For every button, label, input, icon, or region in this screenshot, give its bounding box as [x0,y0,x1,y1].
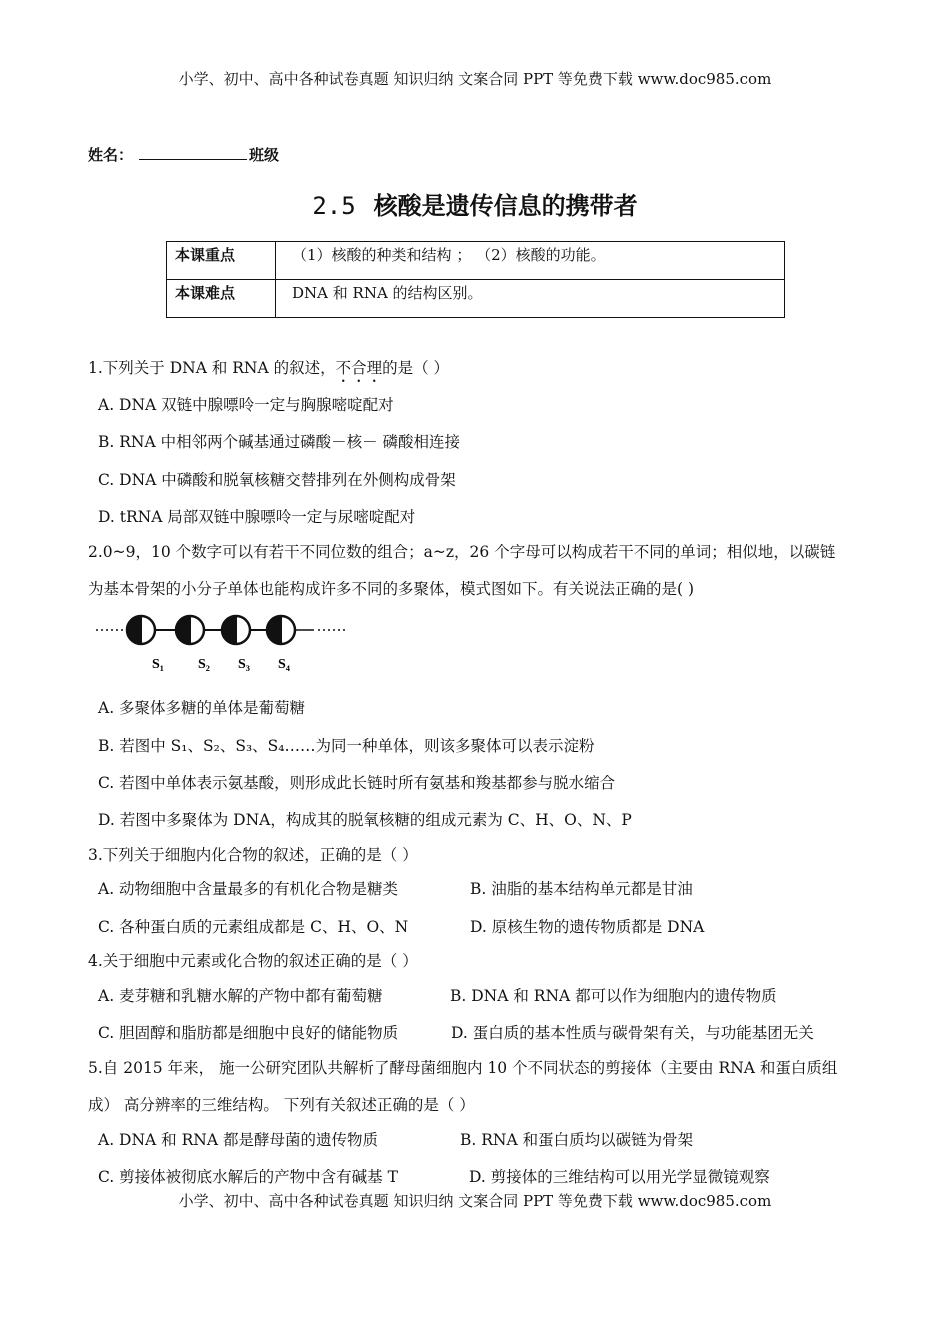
question-3-stem: 3.下列关于细胞内化合物的叙述，正确的是（ ） [88,846,418,864]
q1-emphasis: 不合理 [335,359,383,377]
monomer-s4 [267,616,295,644]
q4-option-a[interactable]: A. 麦芽糖和乳糖水解的产物中都有葡萄糖 [98,987,383,1005]
name-label: 姓名： [88,146,134,164]
q2-option-a[interactable]: A. 多聚体多糖的单体是葡萄糖 [98,699,306,717]
q5-option-b[interactable]: B. RNA 和蛋白质均以碳链为骨架 [460,1131,694,1149]
q5-option-a[interactable]: A. DNA 和 RNA 都是酵母菌的遗传物质 [98,1131,378,1149]
difficulty-label: 本课难点 [167,280,276,318]
q2-option-c[interactable]: C. 若图中单体表示氨基酸，则形成此长链时所有氨基和羧基都参与脱水缩合 [98,774,616,792]
page-footer: 小学、初中、高中各种试卷真题 知识归纳 文案合同 PPT 等免费下载 www.doc985.com [178,1192,772,1210]
name-blank[interactable] [139,145,247,160]
q5-option-d[interactable]: D. 剪接体的三维结构可以用光学显微镜观察 [469,1168,770,1186]
difficulty-value: DNA 和 RNA 的结构区别。 [276,280,785,318]
label-s4: S₄ [278,657,290,672]
page-header: 小学、初中、高中各种试卷真题 知识归纳 文案合同 PPT 等免费下载 www.doc985.com [178,70,772,88]
key-point-value: （1）核酸的种类和结构 ； （2）核酸的功能。 [276,242,785,280]
keypoints-table [166,241,785,318]
q3-option-b[interactable]: B. 油脂的基本结构单元都是甘油 [470,880,693,898]
label-s1: S₁ [152,657,164,672]
question-2-stem-line1: 2.0~9，10 个数字可以有若干不同位数的组合；a~z，26 个字母可以构成若干不同的单词；相似地，以碳链 [88,543,836,561]
q3-option-d[interactable]: D. 原核生物的遗传物质都是 DNA [470,918,705,936]
label-s2: S₂ [198,657,210,672]
class-label: 班级 [249,146,280,164]
q2-option-b[interactable]: B. 若图中 S₁、S₂、S₃、S₄……为同一种单体，则该多聚体可以表示淀粉 [98,737,595,755]
polymer-diagram [92,608,362,674]
table-row [167,242,785,280]
question-2-stem-line2: 为基本骨架的小分子单体也能构成许多不同的多聚体，模式图如下。有关说法正确的是( ) [88,580,695,598]
q5-option-c[interactable]: C. 剪接体被彻底水解后的产物中含有碱基 T [98,1168,398,1186]
q4-option-d[interactable]: D. 蛋白质的基本性质与碳骨架有关，与功能基团无关 [451,1024,814,1042]
q1-stem-end: 的是（ ） [382,359,450,377]
q2-option-d[interactable]: D. 若图中多聚体为 DNA，构成其的脱氧核糖的组成元素为 C、H、O、N、P [98,811,632,829]
key-point-label: 本课重点 [167,242,276,280]
page-title [0,186,950,221]
question-5-stem-line2: 成） 高分辨率的三维结构。 下列有关叙述正确的是（ ） [88,1096,475,1114]
q3-option-a[interactable]: A. 动物细胞中含量最多的有机化合物是糖类 [98,880,399,898]
q1-option-d[interactable]: D. tRNA 局部双链中腺嘌呤一定与尿嘧啶配对 [98,508,416,526]
q4-option-c[interactable]: C. 胆固醇和脂肪都是细胞中良好的储能物质 [98,1024,399,1042]
question-4-stem: 4.关于细胞中元素或化合物的叙述正确的是（ ） [88,952,418,970]
table-row [167,280,785,318]
q1-option-a[interactable]: A. DNA 双链中腺嘌呤一定与胸腺嘧啶配对 [98,396,394,414]
question-5-stem-line1: 5.自 2015 年来， 施一公研究团队共解析了酵母菌细胞内 10 个不同状态的剪接体（主要由 RNA 和蛋白质组 [88,1059,838,1077]
monomer-s2 [176,616,204,644]
monomer-s3 [222,616,250,644]
label-s3: S₃ [238,657,250,672]
title-text: 核酸是遗传信息的携带者 [373,192,638,220]
question-1-stem [88,356,449,386]
q1-stem-part: 1.下列关于 DNA 和 RNA 的叙述， [88,359,336,377]
monomer-s1 [127,616,155,644]
title-number: 2.5 [312,192,356,220]
q4-option-b[interactable]: B. DNA 和 RNA 都可以作为细胞内的遗传物质 [450,987,777,1005]
q1-option-b[interactable]: B. RNA 中相邻两个碱基通过磷酸－核－ 磷酸相连接 [98,433,461,451]
q1-option-c[interactable]: C. DNA 中磷酸和脱氧核糖交替排列在外侧构成骨架 [98,471,456,489]
q3-option-c[interactable]: C. 各种蛋白质的元素组成都是 C、H、O、N [98,918,409,936]
name-class-line [88,144,279,165]
